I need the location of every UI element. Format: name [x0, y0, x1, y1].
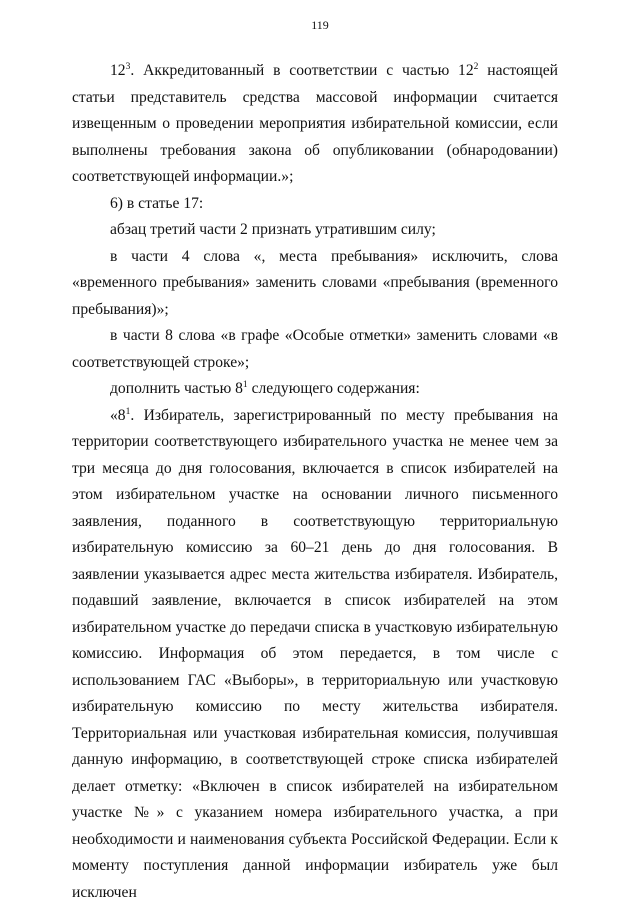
- paragraph-8-1: [72, 403, 558, 906]
- paragraph-text: . Избиратель, зарегистрированный по месту пребывания на территории соответствующего избирательного участка не менее чем за три месяца до дня голосования, включается в список избирателей на этом избирательном участке на основании личного письменного заявления, поданного в соответствующую территориальную избирательную комиссию за 60–21 день до дня голосования. В заявлении указывается адрес места жительства избирателя. Избиратель, подавший заявление, включается в список избирателей на этом избирательном участке до передачи списка в участковую избирательную комиссию. Информация об этом передается, в том числе с использованием ГАС «Выборы», в территориальную или участковую избирательную комиссию по месту жительства избирателя. Территориальная или участковая избирательная комиссия, получившая данную информацию, в соответствующей строке списка избирателей делает отметку: «Включен в список избирателей на избирательном участке №» с указанием номера избирательного участка, а при необходимости и наименования субъекта Российской Федерации. Если к моменту поступления данной информации избиратель уже был исключен: [72, 407, 558, 901]
- paragraph-number: 12: [110, 62, 126, 79]
- superscript: 3: [126, 62, 131, 72]
- superscript: 1: [126, 407, 131, 417]
- paragraph-number: «8: [110, 407, 126, 424]
- paragraph-12-3: [72, 58, 558, 191]
- paragraph-dopolnit: [72, 376, 558, 403]
- paragraph-text: следующего содержания:: [248, 380, 420, 397]
- page-number: 119: [0, 18, 640, 33]
- paragraph-part-8: в части 8 слова «в графе «Особые отметки» заменить словами «в соответствующей строке»;: [72, 323, 558, 376]
- paragraph-text: дополнить частью 8: [110, 380, 243, 397]
- paragraph-part-4: в части 4 слова «, места пребывания» исключить, слова «временного пребывания» заменить словами «пребывания (временного пребывания)»;: [72, 244, 558, 324]
- paragraph-text: . Аккредитованный в соответствии с частью 12: [130, 62, 473, 79]
- superscript: 1: [243, 380, 248, 390]
- document-body: [72, 58, 558, 906]
- paragraph-item-6: 6) в статье 17:: [72, 191, 558, 218]
- paragraph-text: настоящей статьи представитель средства массовой информации считается извещенным о проведении мероприятия избирательной комиссии, если выполнены требования закона об опубликовании (обнародовании) соответствующей информации.»;: [72, 62, 558, 185]
- paragraph-abzac: абзац третий части 2 признать утратившим силу;: [72, 217, 558, 244]
- superscript: 2: [474, 62, 479, 72]
